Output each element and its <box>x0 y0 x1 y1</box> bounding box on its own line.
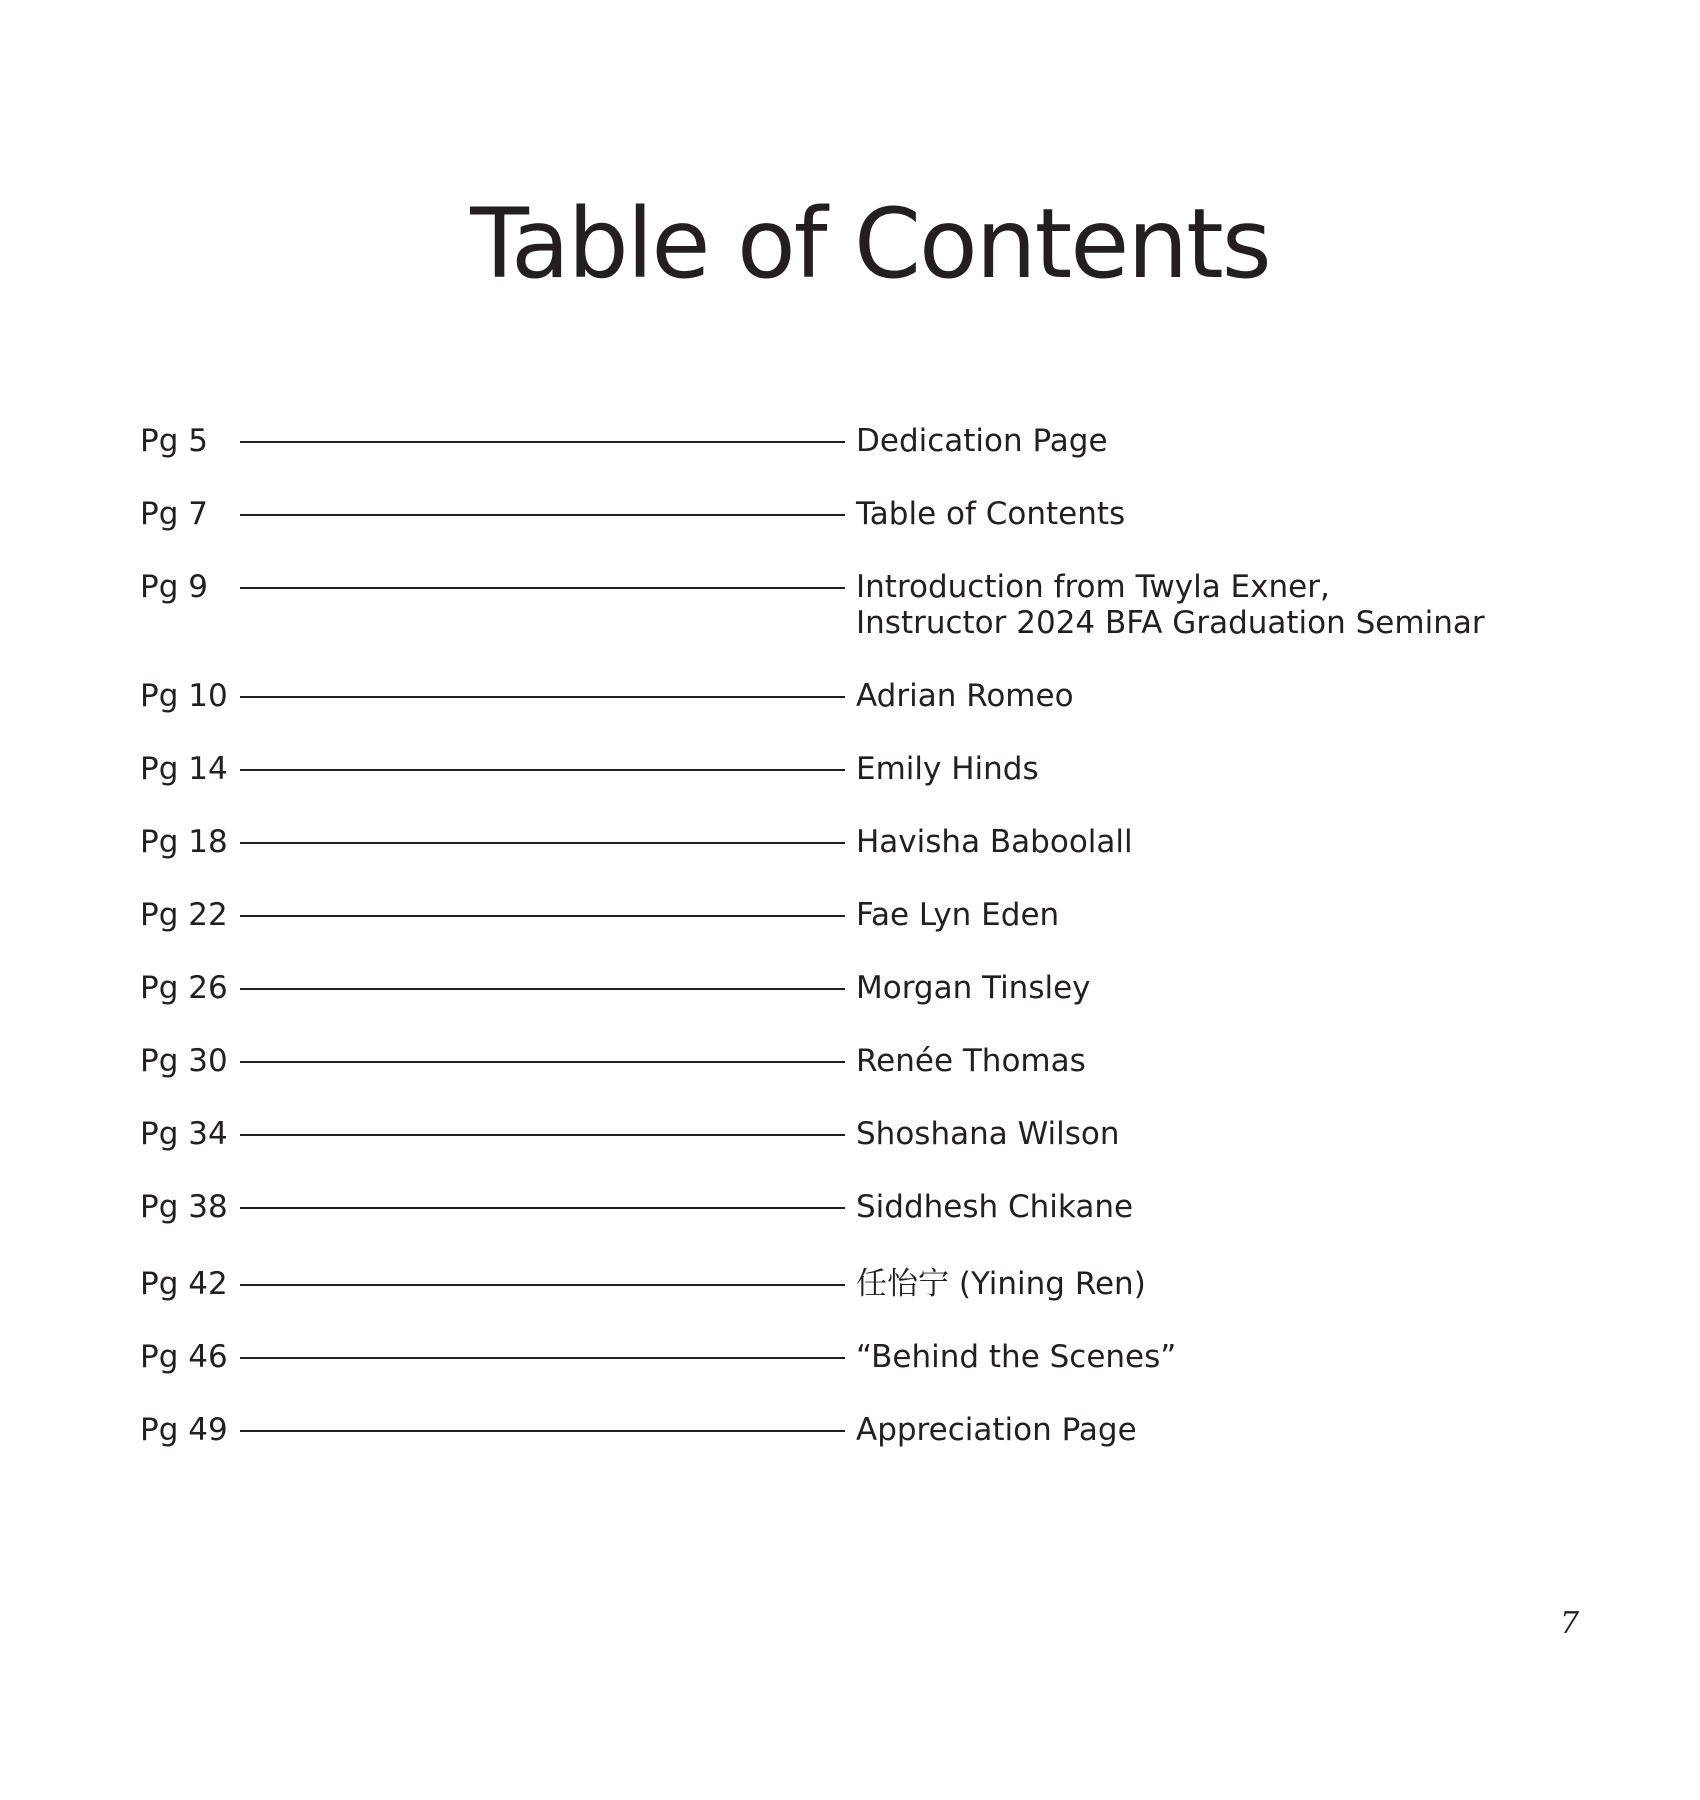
toc-page-number: Pg 34 <box>140 1116 228 1152</box>
toc-entry[interactable] <box>0 970 1700 1050</box>
toc-entry[interactable] <box>0 1266 1700 1346</box>
toc-leader-line <box>240 696 845 698</box>
toc-page-number: Pg 10 <box>140 678 228 714</box>
toc-entry[interactable] <box>0 496 1700 576</box>
toc-page-number: Pg 49 <box>140 1412 228 1448</box>
toc-entry-title: Adrian Romeo <box>856 678 1074 714</box>
toc-entry-title: Introduction from Twyla Exner, Instructor 2024 BFA Graduation Seminar <box>856 569 1485 641</box>
page-number: 7 <box>1560 1606 1580 1641</box>
toc-leader-line <box>240 514 845 516</box>
toc-leader-line <box>240 769 845 771</box>
toc-entry-title: Havisha Baboolall <box>856 824 1133 860</box>
toc-page-number: Pg 46 <box>140 1339 228 1375</box>
toc-entry[interactable] <box>0 1116 1700 1196</box>
toc-entry[interactable] <box>0 1339 1700 1419</box>
toc-entry-title: Dedication Page <box>856 423 1108 459</box>
toc-entry[interactable] <box>0 824 1700 904</box>
toc-entry-title: Morgan Tinsley <box>856 970 1091 1006</box>
toc-leader-line <box>240 842 845 844</box>
toc-page-number: Pg 42 <box>140 1266 228 1302</box>
toc-page-number: Pg 5 <box>140 423 208 459</box>
toc-entry[interactable] <box>0 569 1700 649</box>
toc-page-number: Pg 18 <box>140 824 228 860</box>
toc-leader-line <box>240 441 845 443</box>
toc-entry[interactable] <box>0 1043 1700 1123</box>
toc-leader-line <box>240 587 845 589</box>
toc-entry-title: Table of Contents <box>856 496 1126 532</box>
toc-leader-line <box>240 915 845 917</box>
toc-leader-line <box>240 1061 845 1063</box>
toc-entry-title: Fae Lyn Eden <box>856 897 1060 933</box>
toc-leader-line <box>240 1207 845 1209</box>
toc-entry-title: Siddhesh Chikane <box>856 1189 1134 1225</box>
toc-page-number: Pg 7 <box>140 496 208 532</box>
toc-entry[interactable] <box>0 1412 1700 1492</box>
toc-entry[interactable] <box>0 897 1700 977</box>
toc-page-number: Pg 30 <box>140 1043 228 1079</box>
toc-entry-title: “Behind the Scenes” <box>856 1339 1177 1375</box>
toc-leader-line <box>240 1430 845 1432</box>
page-title: Table of Contents <box>470 188 1270 300</box>
toc-page-number: Pg 22 <box>140 897 228 933</box>
toc-leader-line <box>240 1284 845 1286</box>
toc-entry-title: Appreciation Page <box>856 1412 1137 1448</box>
toc-entry-title: Emily Hinds <box>856 751 1039 787</box>
toc-page-number: Pg 26 <box>140 970 228 1006</box>
toc-entry[interactable] <box>0 751 1700 831</box>
toc-entry[interactable] <box>0 1189 1700 1269</box>
toc-page-number: Pg 9 <box>140 569 208 605</box>
toc-entry[interactable] <box>0 678 1700 758</box>
toc-leader-line <box>240 1134 845 1136</box>
toc-entry-title: Shoshana Wilson <box>856 1116 1120 1152</box>
toc-page-number: Pg 38 <box>140 1189 228 1225</box>
toc-leader-line <box>240 988 845 990</box>
toc-page-number: Pg 14 <box>140 751 228 787</box>
toc-entry-title: 任怡宁 (Yining Ren) <box>856 1266 1146 1302</box>
toc-entry-title: Renée Thomas <box>856 1043 1086 1079</box>
toc-entry[interactable] <box>0 423 1700 503</box>
toc-leader-line <box>240 1357 845 1359</box>
